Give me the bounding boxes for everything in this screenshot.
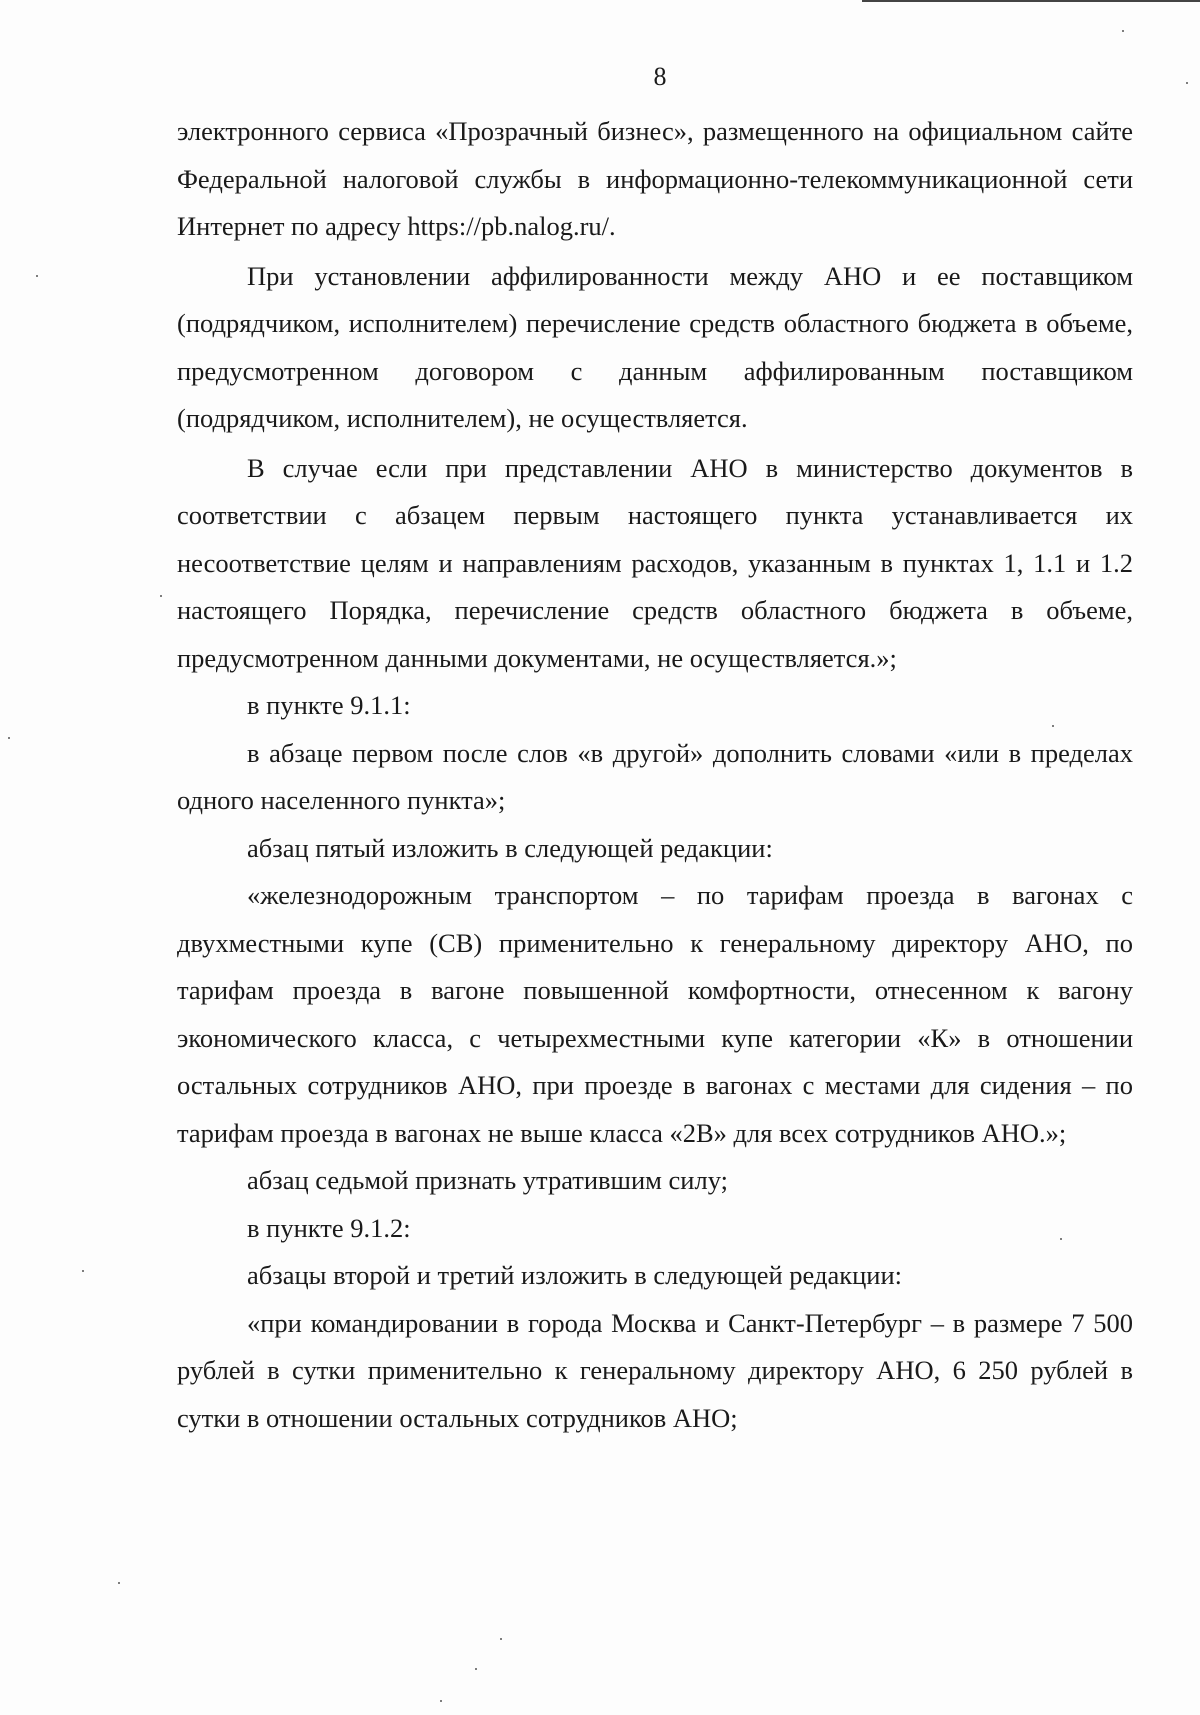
scan-speck — [118, 1582, 120, 1584]
scan-speck — [8, 737, 10, 739]
paragraph: в пункте 9.1.2: — [247, 1212, 411, 1243]
scan-speck — [1186, 82, 1188, 84]
scan-speck — [36, 275, 38, 277]
paragraph: электронного сервиса «Прозрачный бизнес», размещенного на официальном сайте Федеральной налоговой службы в информационно-телекоммуникационной сети Интернет по адресу https://pb.nalog.ru/. — [177, 116, 1133, 241]
paragraph: При установлении аффилированности между АНО и ее поставщиком (подрядчиком, исполнителем) перечисление средств областного бюджета в объеме, предусмотренном договором с данным аффилированным поставщиком (подрядчиком, исполнителем), не осуществляется. — [177, 260, 1133, 433]
paragraph: в абзаце первом после слов «в другой» дополнить словами «или в пределах одного населенного пункта»; — [177, 737, 1133, 815]
scan-speck — [160, 595, 162, 597]
paragraph: в пункте 9.1.1: — [247, 690, 411, 720]
paragraph: абзацы второй и третий изложить в следующей редакции: — [247, 1260, 902, 1290]
paragraph: В случае если при представлении АНО в министерство документов в соответствии с абзацем первым настоящего пункта устанавливается их несоответствие целям и направлениям расходов, указанным в пунктах 1, 1.1 и 1.2 настоящего Порядка, перечисление средств областного бюджета в объеме, предусмотренном данными документами, не осуществляется.»; — [177, 452, 1133, 673]
scan-speck — [475, 1668, 477, 1670]
top-border-line — [862, 0, 1200, 2]
scan-speck — [440, 1700, 442, 1702]
scan-speck — [1060, 1238, 1062, 1240]
scan-speck — [82, 1270, 84, 1272]
document-body — [177, 108, 1133, 1442]
paragraph: «при командировании в города Москва и Санкт-Петербург – в размере 7 500 рублей в сутки применительно к генеральному директору АНО, 6 250 рублей в сутки в отношении остальных сотрудников АНО; — [177, 1307, 1133, 1433]
page-number: 8 — [653, 62, 667, 91]
scan-speck — [1122, 30, 1124, 32]
paragraph: абзац пятый изложить в следующей редакции: — [247, 832, 773, 863]
paragraph: «железнодорожным транспортом – по тарифам проезда в вагонах с двухместными купе (СВ) применительно к генеральному директору АНО, по тарифам проезда в вагоне повышенной комфортности, отнесенном к вагону экономического класса, с четырехместными купе категории «К» в отношении остальных сотрудников АНО, при проезде в вагонах с местами для сидения – по тарифам проезда в вагонах не выше класса «2В» для всех сотрудников АНО.»; — [177, 880, 1133, 1148]
scan-speck — [500, 1638, 502, 1640]
scan-speck — [1052, 725, 1054, 727]
paragraph: абзац седьмой признать утратившим силу; — [247, 1165, 728, 1195]
